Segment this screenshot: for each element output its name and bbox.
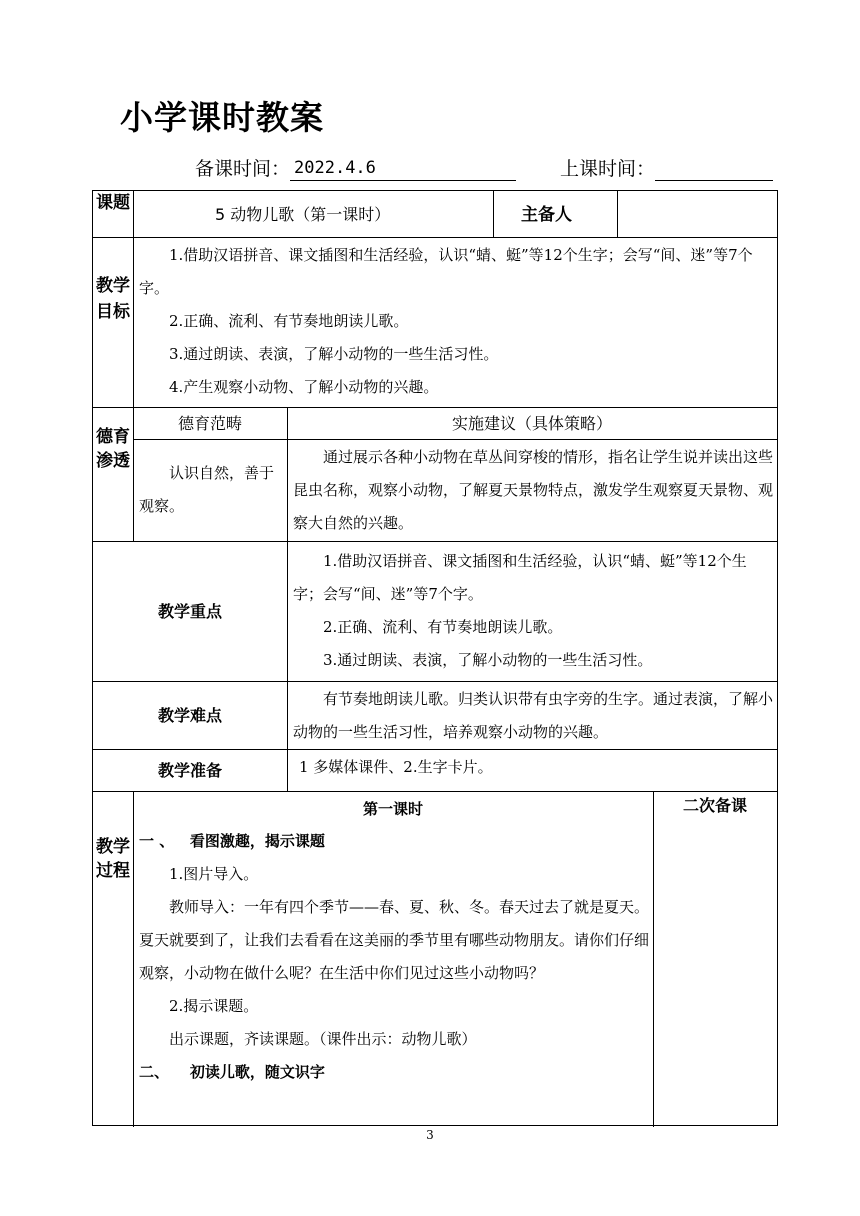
prep-time: [195, 154, 516, 181]
moral-col2-value: [293, 441, 773, 540]
second-prep-label: 二次备课: [682, 796, 747, 815]
process-step-1: 1.图片导入。: [169, 865, 259, 883]
key-points-list: [293, 545, 773, 677]
objective-item: 1.借助汉语拼音、课文插图和生活经验，认识“蜻、蜓”等12个生字；会写“间、迷”等7个字。: [139, 246, 753, 297]
objectives-label: 教学目标: [96, 276, 130, 322]
prep-time-label: 备课时间：: [195, 158, 291, 180]
difficult-points-text: 有节奏地朗读儿歌。归类认识带有虫字旁的生字。通过表演，了解小动物的一些生活习性，培养观察小动物的兴趣。: [293, 690, 774, 741]
preparation-value: 1 多媒体课件、2.生字卡片。: [299, 758, 493, 776]
moral-category-text: 认识自然，善于观察。: [139, 464, 275, 515]
moral-col1-header: 德育范畴: [177, 414, 242, 433]
lesson-plan-table: [92, 190, 778, 1126]
class-time-value: [655, 158, 773, 181]
preparation-label: 教学准备: [157, 761, 222, 780]
process-section-2: 二、 初读儿歌，随文识字: [139, 1063, 325, 1081]
objective-item: 4.产生观察小动物、了解小动物的兴趣。: [169, 378, 439, 396]
key-point-item: 3.通过朗读、表演，了解小动物的一些生活习性。: [323, 651, 653, 669]
topic-value: 5 动物儿歌（第一课时）: [215, 205, 391, 224]
key-point-item: 2.正确、流利、有节奏地朗读儿歌。: [323, 618, 563, 636]
key-point-item: 1.借助汉语拼音、课文插图和生活经验，认识“蜻、蜓”等12个生字；会写“间、迷”等7个字。: [293, 552, 747, 603]
process-step-2: 2.揭示课题。: [169, 997, 259, 1015]
moral-col2-header: 实施建议（具体策略）: [451, 414, 612, 433]
objectives-list: [139, 239, 771, 404]
process-heading: 第一课时: [362, 800, 423, 818]
difficult-points-value: [293, 683, 773, 749]
key-points-label: 教学重点: [157, 602, 222, 621]
class-time: [560, 154, 773, 181]
difficult-points-label: 教学难点: [157, 706, 222, 725]
prep-time-value: 2022.4.6: [290, 158, 516, 181]
topic-label: 课题: [96, 193, 130, 213]
process-label: 教学过程: [96, 837, 130, 881]
page-title: 小学课时教案: [120, 98, 324, 137]
objective-item: 3.通过朗读、表演，了解小动物的一些生活习性。: [169, 345, 499, 363]
lead-teacher-label: 主备人: [521, 205, 572, 225]
page-number: 3: [426, 1128, 434, 1142]
moral-label: 德育渗透: [96, 427, 130, 471]
moral-strategy-text: 通过展示各种小动物在草丛间穿梭的情形，指名让学生说并读出这些昆虫名称，观察小动物，了解夏天景物特点，激发学生观察夏天景物、观察大自然的兴趣。: [293, 448, 774, 532]
process-section-1: 一 、 看图激趣，揭示课题: [139, 832, 325, 850]
objective-item: 2.正确、流利、有节奏地朗读儿歌。: [169, 312, 409, 330]
process-content: [139, 825, 649, 1089]
process-step-2-text: 出示课题，齐读课题。（课件出示：动物儿歌）: [169, 1030, 477, 1048]
process-step-1-text: 教师导入：一年有四个季节——春、夏、秋、冬。春天过去了就是夏天。夏天就要到了，让我们去看看在这美丽的季节里有哪些动物朋友。请你们仔细观察，小动物在做什么呢？在生活中你们见过这些小动物吗？: [139, 898, 650, 982]
class-time-label: 上课时间：: [560, 158, 656, 180]
moral-col1-value: [139, 457, 285, 523]
